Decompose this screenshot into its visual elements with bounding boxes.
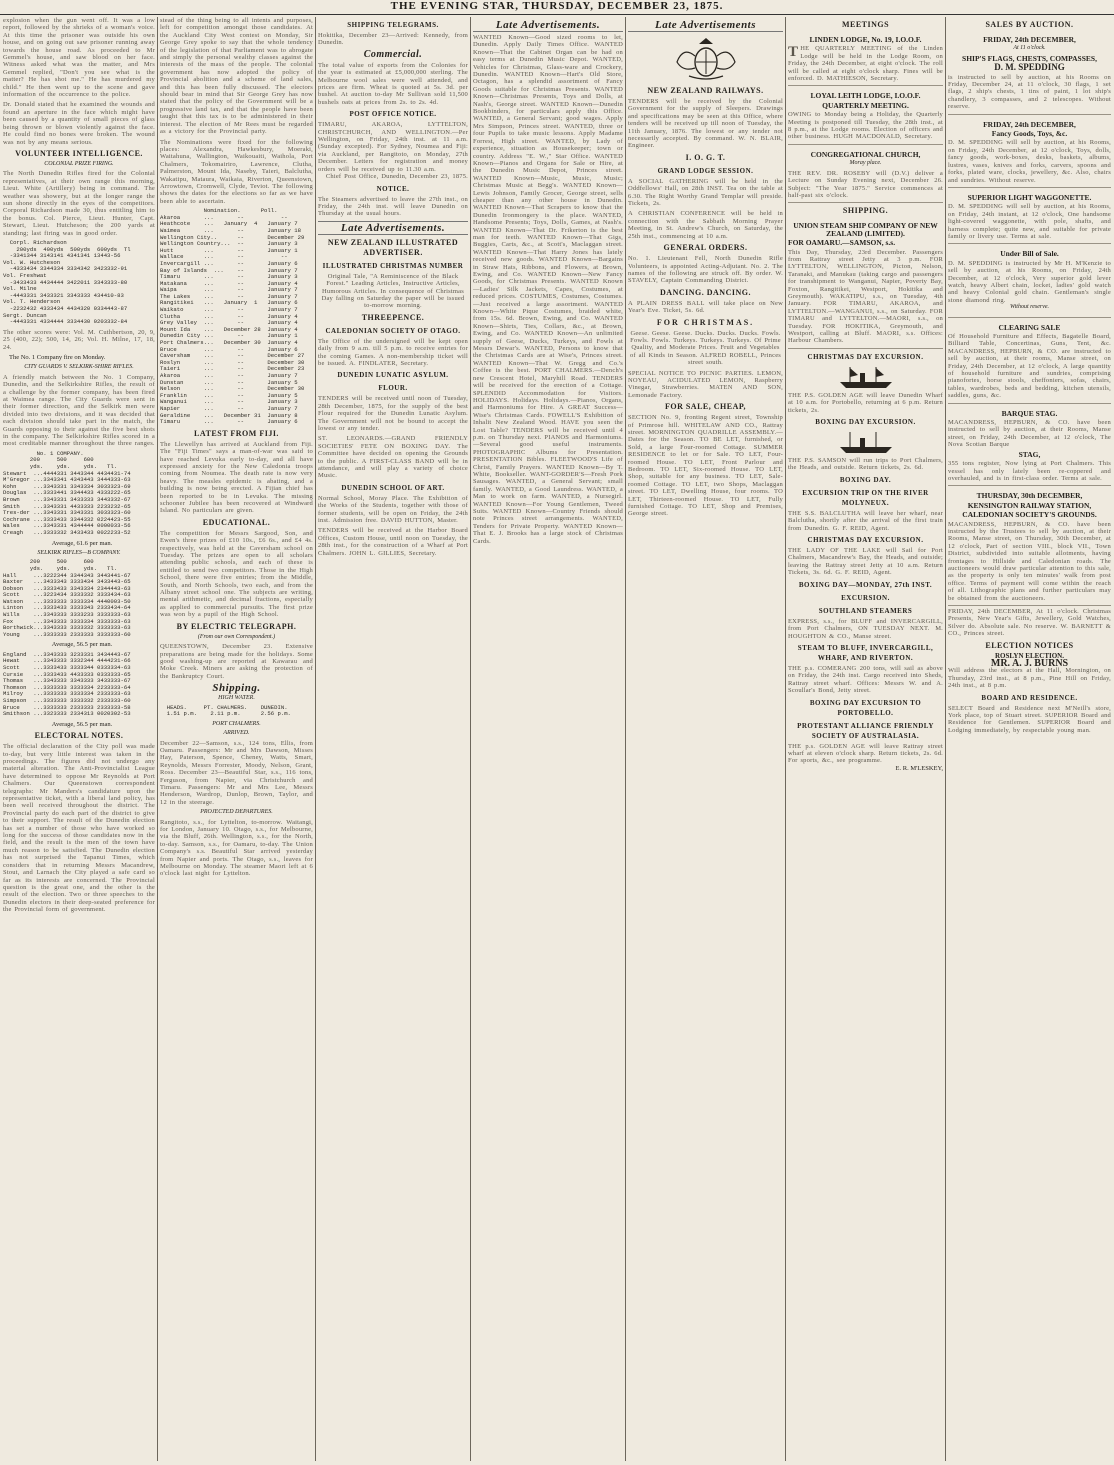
molyneux-heading: EXCURSION TRIP ON THE RIVER MOLYNEUX.: [802, 488, 929, 507]
telegraph-heading: BY ELECTRIC TELEGRAPH.: [176, 621, 297, 631]
christmas-number-heading: ILLUSTRATED CHRISTMAS NUMBER: [322, 261, 464, 270]
columns: [3, 17, 1111, 1461]
average-2: Average, 56.5 per man.: [51, 641, 113, 649]
telegraph-text: QUEENSTOWN, December 23. Extensive preparations are being made for the holidays. Some good washing-up are reported at Kawarau and Moke Creek. Miners are asking the protection of the Bankruptcy Court.: [160, 643, 313, 680]
electoral-heading: ELECTORAL NOTES.: [34, 731, 124, 741]
masthead: THE EVENING STAR, THURSDAY, DECEMBER 23, 1875.: [0, 0, 1114, 15]
general-orders-text: No. 1. Lieutenant Fell, North Dunedin Rifle Volunteers, is appointed Acting-Adjutant. No. 2. The names of the following are struck off. By order. W. STAVELY, Captain Commanding District.: [628, 255, 783, 285]
linden-lodge-text: THE QUARTERLY MEETING of the Linden Lodge will be held in the Lodge Room, on Friday, the 24th December, at eight o'clock. The roll will be called at eight o'clock sharp. Fines will be enforced. D. MATHIESON, Secretary.: [788, 44, 943, 83]
auction-6-text: MACANDRESS, HEPBURN, & CO. have been instructed to sell by auction, at their Rooms, Manse street, on Friday, 24th December, at 12 o'clock, The Nova Scotian Barque: [948, 419, 1111, 449]
post-office-text: TIMARU, AKAROA, LYTTELTON, CHRISTCHURCH, AND WELLINGTON.—Per Wellington, on Friday, 24th inst. at 11 a.m. (Sunday excepted). For Sydney, Noumea and Fiji: via Auckland, per Rangitoto, on Monday, 27th December. Letters for registration and money orders will be received up to 11.30 a.m.: [318, 121, 468, 173]
auction-1-text: is instructed to sell by auction, at his Rooms on Friday, December 24, at 11 o'clock, 30 flags, 1 set flags, 2 ship's chests, 1 tins of paint, 1 lot ship's chandlery, 3 compasses, and 2 telescopes. Without reserve.: [948, 73, 1111, 111]
auction-4-text: D. M. SPEDDING is instructed by Mr H. M'Kenzie to sell by auction, at his Rooms, on Friday, 24th December, at 12 o'clock, Very superior gold lever watch, heavy Albert chain, locket, ladies' gold watch and heavy Colonial gold chain. Gentleman's single stone diamond ring.: [948, 259, 1111, 304]
flour-heading: FLOUR.: [378, 384, 408, 393]
steam-bluff-text: THE p.s. COMERANG 200 tons, will sail as above on Friday, the 24th inst. Cargo received into Sheds, Rattray street wharf. Offices: Messrs W. and A. Scoullar's Bond, Jetty street.: [788, 664, 943, 695]
nominations-table: Nomination. Poll. Akaroa ... -- -- Heathcote ... January 4 January 7 Waimea ... -- January 18 Wellington City.. -- December 29 Wellington Country... -- January 3 Hutt ... -- January 1 Wallace ... -- -- Invercargill ... -- January 6 Bay of Islands ... -- January 7 Timaru ... -- January 3 Matakana ... -- January 4 Waipa ... -- January 7 The Lakes ... -- January 7 Rangitikei ... January 1 January 6 Waikato ... -- January 7 Clutha ... -- January 4 Grey Valley ... -- January 4 Mount Ida ... December 28 January 4 Dunedin City ... -- January 1 Port Chalmers... December 30 January 4 Bruce ... -- January 6 Caversham ... -- December 27 Roslyn ... -- December 30 Taieri ... -- December 23 Akaroa ... -- January 7 Dunstan ... -- January 5 Nelson ... -- December 30 Franklin ... -- January 5 Wanganui ... -- January 3 Napier ... -- January 7 Geraldine ... December 31 January 8 Timaru ... -- January 6: [160, 207, 305, 426]
auction-1-date: FRIDAY, 24th DECEMBER,: [983, 35, 1076, 44]
barque-title: BARQUE STAG.: [1001, 408, 1058, 418]
auction-5: [948, 320, 1111, 404]
excursion-heading: EXCURSION.: [841, 593, 890, 602]
roslyn-title: ROSLYN ELECTION.: [995, 651, 1064, 660]
christmas-number-text: Original Tale, "A Reminiscence of the Black Forest." Leading Articles, Instructive Articles, Humorous Articles. In consequence of Christmas Day falling on Saturday the paper will be issued to-morrow morning.: [321, 272, 465, 310]
boxing-monday-heading: BOXING DAY—MONDAY, 27th INST.: [798, 580, 933, 589]
loyal-leith-text: OWING to Monday being a Holiday, the Quarterly Meeting is postponed till Tuesday, the 28th inst., at 8 p.m., at the Lodge rooms. Election of officers and other business. HUGH MACDONALD, Secretary.: [788, 111, 943, 141]
shipping-heading-col6: SHIPPING.: [842, 206, 889, 216]
auction-3-text: D. M. SPEDDING will sell by auction, at his Rooms, on Friday, 24th instant, at 12 o'clock, One handsome light-covered waggonette, with pole, shafts, and harness complete; quite new, and suitable for private family or livery use. Terms at sale.: [948, 203, 1111, 240]
caledonian-grounds-title: CALEDONIAN SOCIETY'S GROUNDS.: [962, 510, 1097, 520]
caledonian-heading: CALEDONIAN SOCIETY OF OTAGO.: [325, 326, 461, 335]
auction-7-text: MACANDRESS, HEPBURN, & CO. have been instructed by the Trustees to sell by auction, at their Rooms, Manse street, on Thursday, 30th December, at 12 o'clock, Part of section VIII., block VII., Town District, subdivided into suitable allotments, having frontages to Hillside and Caledonian roads. The auctioneers would draw particular attention to this sale, as the property is only ten minutes' walk from post office. Terms of payment will come within the reach of all. Lithographic plans and further particulars may be obtained from the auctioneers.: [948, 520, 1111, 602]
auction-3: [948, 190, 1111, 244]
burns-text: Will address the electors at the Hall, Mornington, on Thursday, 23rd inst., at 8 p.m., Pine Hill on Friday, 24th inst., at 8 p.m.: [948, 667, 1111, 690]
column-6: [788, 17, 943, 1461]
column-1-body-text: explosion when the gun went off. It was a low report, followed by the shrieks of a woman's voice. At this time the prisoner was outside his own house, and on going out saw prisoner running away towards the house road. As proceeded to Mr Gemmel's house, and saw blood on her face. Witness asked what was the matter, and Mrs Gemmel replied, "Don't you see what is the matter? He has shot me." He has murdered my child." He then went up to the scene and gave information of the occurrence to the police.: [3, 17, 155, 99]
column-1: [3, 17, 155, 1461]
notice-heading: NOTICE.: [376, 184, 410, 193]
column-2-top-text: stead of the thing being to all intents and purposes, left for competition amongst those candidates. At the Auckland City West contest on Monday, Sir George Grey spoke to say that the whole tendency of the legislation of that Parliament was to abrogate and simply the personal wealthy classes against the interests of the mass of the people. The colonial government has now adopted the policy of Provincial abolition and a scheme of land sales, and this has been fully discussed. The electors should bear in mind that Sir George Grey has now stated that the policy of the Government will be a progressive land tax, and that the people have been taught that this tax is to be administered in their interest. The election of Mr Rees must be regarded as a victory for the Provincial party.: [160, 17, 313, 136]
auction-7: [948, 488, 1111, 606]
company-note: The No. 1 Company fire on Monday.: [9, 353, 106, 361]
kensington-title: KENSINGTON RAILWAY STATION,: [967, 500, 1092, 510]
protestant-heading: PROTESTANT ALLIANCE FRIENDLY SOCIETY OF AUSTRALASIA.: [797, 721, 934, 740]
union-steam-text: This Day, Thursday, 23rd December. Passengers from Rattray street Jetty at 3 p.m. FOR LYTTELTON, WELLINGTON, Picton, Nelson, Taranaki, and Manukau (taking cargo and passengers for transhipment to Wanganui, Napier, Poverty Bay, Foxton, Rangitikei, Westport, Hokitika and Greymouth). WAKATIPU, s.s., on Tuesday, 4th January. FOR TIMARU, AKAROA, and LYTTELTON.—WANGANUI, s.s., on Saturday. FOR TIMARU and LYTTELTON.—MAORI, s.s., on Tuesday. FOR HOKITIKA, Greymouth, and Westport, calling at Bluff. MAORI, s.s. Offices: Harbour Chambers.: [788, 248, 943, 345]
loyal-leith-ad: [788, 88, 943, 144]
post-office-sig: Chief Post Office, Dunedin, December 23, 1875.: [325, 173, 468, 181]
steamer-icon: [836, 365, 896, 389]
prize-firing-subheading: COLONIAL PRIZE FIRING.: [44, 160, 114, 167]
burns-title: MR. A. J. BURNS: [990, 658, 1069, 670]
fiji-text: The Llewellyn has arrived at Auckland from Fiji. The "Fiji Times" says a man-of-war was said to have reached Levuka early to-day, and all have expressed anxiety for the New Caledonia troops coming from Noumea. The death rate is now very heavy. The measles epidemic is abating, and a building is now being erected. A Fijian chief has been reported to be in Levuka. The missing schooner Jubilee has been recovered at Windward Island. No particulars are given.: [160, 440, 313, 515]
dancing-heading: DANCING. DANCING.: [660, 287, 751, 297]
column-4: [473, 17, 623, 1461]
sales-heading: SALES BY AUCTION.: [985, 20, 1074, 29]
high-water-subheading: HIGH WATER.: [218, 695, 255, 702]
southland-heading: SOUTHLAND STEAMERS: [818, 606, 913, 615]
city-guards-subheading: CITY GUARDS V. SELKIRK-SHIRE RIFLES.: [24, 364, 134, 371]
boxing-day-heading: BOXING DAY.: [839, 475, 892, 484]
molyneux-text: THE S.S. BALCLUTHA will leave her wharf, near Balclutha, shortly after the arrival of the first train from Dunedin. G. F. REID, Agent.: [788, 509, 943, 532]
moray-place-sub: Moray place.: [849, 160, 882, 167]
general-orders-heading: GENERAL ORDERS.: [663, 243, 748, 253]
nz-railways-text: TENDERS will be received by the Colonial Government for the supply of Sleepers. Drawings and specifications may be seen at this Office, where tenders will be received up till noon of Tuesday, the 11th January, 1876. The lowest or any tender not necessarily accepted. By command. W. N. BLAIR, Engineer.: [628, 98, 783, 150]
auction-2-text: D. M. SPEDDING will sell by auction, at his Rooms, on Friday, 24th December, at 12 o'clock, Toys, dolls, fancy goods, work-boxes, desks, baskets, albums, lustres, vases, knives and forks, carvers, spoons and forks, plated ware, clocks, jewellery, &c. Also, chairs and sundries. Without reserve.: [948, 139, 1111, 184]
post-office-heading: POST OFFICE NOTICE.: [349, 110, 437, 119]
late-ads-heading-col4: Late Advertisements.: [473, 20, 623, 32]
shipping-telegrams-heading: SHIPPING TELEGRAMS.: [347, 21, 439, 29]
notice-tenders-text: TENDERS will be received at the Harbor Board Offices, Custom House, until noon on Tuesday, the 28th inst., for the construction of a Wharf at Port Chalmers. JOHN L. GILLIES, Secretary.: [318, 527, 468, 557]
portobello-heading: BOXING DAY EXCURSION TO PORTOBELLO.: [809, 698, 922, 717]
coat-of-arms-icon: [671, 36, 741, 82]
ships-flags-title: SHIP'S FLAGS, CHESTS, COMPASSES,: [962, 53, 1097, 63]
steamer-icon-2: [836, 430, 896, 454]
for-christmas-text: Geese. Geese. Geese. Ducks. Ducks. Ducks. Fowls. Fowls. Fowls. Turkeys. Turkeys. Turkeys. Of Prime Quality, and Moderate Prices. Fruit and Vegetables of all Kinds in Season. ALFRED ROBELL, Princes street south.: [629, 329, 782, 367]
union-steam-ad: [788, 218, 943, 349]
christmas-fair-text: FRIDAY, 24th DECEMBER, At 11 o'clock. Christmas Presents, New Year's Gifts, Jewellery, Gold Watches, Silver do. Absolute sale. No reserve. W. BARNETT & CO., Princes street.: [948, 608, 1111, 638]
iogt-heading: I. O. G. T.: [685, 152, 726, 162]
auction-5-text: Of Household Furniture and Effects, Bagatelle Board, Billiard Table, Concertinas, Guns, Tent, &c. MACANDRESS, HEPBURN, & CO. are instructed to sell by auction, at their rooms, Manse street, on Friday, 24th December, at 12 o'clock, A large quantity of household furniture and sundries, comprising pianofortes, horse stools, cheffoniers, sofas, chairs, tables, wardrobes, beds and bedding, kitchen utensils, saddles, guns, &c.: [948, 333, 1111, 400]
auction-1: [948, 32, 1111, 115]
linden-lodge-ad: [788, 32, 943, 86]
fancy-goods-title: Fancy Goods, Toys, &c.: [991, 129, 1068, 139]
shipping-heading: Shipping.: [212, 682, 261, 695]
caledonian-text: The Office of the undersigned will be kept open daily from 9 a.m. till 5 p.m. to receive entries for the coming Games. A non-membership ticket will be issued. A. FINDLATER, Secretary.: [318, 337, 468, 367]
high-water-table: HEADS. PT. CHALMERS. DUNEDIN. 1.51 p.m. 2.11 p.m. 2.56 p.m.: [166, 703, 291, 718]
shipping-telegrams-text: Hokitika, December 23—Arrived: Kennedy, from Dunedin.: [318, 32, 468, 47]
auction-6-text-2: 355 tons register, Now lying at Port Chalmers. This vessel has only lately been re-coppered and overhauled, and is in first-class order. Terms at sale.: [948, 460, 1111, 482]
linden-lodge-title: LINDEN LODGE, No. 19, I.O.O.F.: [809, 35, 922, 44]
christmas-excursion-text: THE P.S. GOLDEN AGE will leave Dunedin Wharf at 10 a.m. for Portobello, returning at 6 p.m. Return tickets, 2s.: [788, 391, 943, 414]
st-leonards-text: ST. LEONARDS.—GRAND FRIENDLY SOCIETIES' FETE ON BOXING DAY. The Committee have decided on opening the Grounds to the public. A FIRST-CLASS BAND will be in attendance, and will play a variety of choice Music.: [318, 435, 468, 480]
loyal-leith-title: LOYAL LEITH LODGE, I.O.O.F.: [810, 91, 921, 101]
column-3: [318, 17, 468, 1461]
scores-table-1: Corpl. Richardson 200yds 400yds 500yds 600yds Tl -3341344 3143141 4341341 13443-56 Vol. W. Hutcheson -4333434 3344334 3334342 3423332-91 Vol. Freshwat -3433433 4434444 3422011 3343333-80 Vol. Milne -4443331 3433321 3343333 434410-83 Vol. T. Henderson -2232432 4333434 4434320 0334443-87 Sergt. Duncan -4443331 4334444 3334430 0203332-84: [3, 238, 131, 326]
election-notices-heading: ELECTION NOTICES: [985, 640, 1074, 650]
for-sale-heading: FOR SALE, CHEAP,: [664, 402, 747, 412]
electoral-text: The official declaration of the City poll was made to-day, but very little interest was taken in the proceedings. The figures did not undergo any material alteration. The Anti-Provincialist League have determined to oppose Mr Reynolds at Port Chalmers. Our Queenstown correspondent telegraphs: Mr Manders's candidature upon the representative ticket, with a liberal land policy, has been well received throughout the district. The Provincial party do each part of the district to give to their support. The result of the Dunedin election has set a number of those who have worked so long for the success of those candidates now in the field, and the result is the men of the town have much reason to be satisfied. The Dunedin election has not surprised the Tapanui Times, which considers that in returning Messrs Macandrew, Stout, and Larnach the City played a safe card so far as its interests are concerned. The Provincial question is the great one, and the other is the result of the election. Two or three speeches to the Dunedin electors in their deep-seated preference for the Provincial form of government.: [3, 743, 155, 914]
for-sale-text: SECTION No. 9, fronting Regent street, Township of Primrose hill. WHITELAW AND CO., Rattray street. MORNINGTON QUADRILLE ASSEMBLY.—Dates for the Season. TO BE LET, furnished, or Sold, a large Four-roomed Cottage. SUMMER RESIDENCE to let or for Sale. TO LET, Four-roomed House. TO LET, Front Parlour and Bedroom. TO LET, Six-roomed House. TO LET, Shop, suitable for any business. TO LET, Sale-roomed Cottage. TO LET, two Shops, Maclaggan street. TO LET, Dwelling House, four rooms. TO LET, Thirteen-roomed House. TO LET, Fully furnished Cottage. TO LET, Shop and Premises, George street.: [628, 414, 783, 518]
average-1: Average, 61.6 per man.: [51, 539, 113, 547]
scores-table-2: No. 1 COMPANY. 200 500 600 yds. yds. yds. Tl. Stewart ...4444331 3443344 4434431-74 M'Gregor ...3343341 4343443 3444333-63 Kohn ...3343331 3343334 3033323-69 Douglas ...3333441 3344433 4333222-65 Brown ...3343331 3433333 3443332-67 Smith ...3343331 4433333 2233232-65 Tres-der ...3343331 3343331 3033323-60 Cochrane ...3333433 3344332 0224423-55 Wales ...3343331 4344444 0000033-56 Creagh ...3333332 3433433 0022233-52: [3, 449, 131, 536]
column-2-text-2: The Nominations were fixed for the following places: Alexandra, Hawkesbury, Moeraki, Waitahuna, Wallington, Waikouaiti, Waihola, Port Chalmers, Tokomairiro, Lawrence, Clutha, Palmerston, Mount Ida, Naseby, Taieri, Balclutha, Wakatipu, Mataura, Waikaia, Riverton, Queenstown, Arrowtown, Cromwell, Clyde, Teviot. The following shows the dates for the elections so far as we have been able to ascertain.: [160, 138, 313, 205]
christmas-excursion-heading: CHRISTMAS DAY EXCURSION.: [807, 352, 924, 361]
congregational-title: CONGREGATIONAL CHURCH,: [810, 149, 921, 159]
under-bill-title: Under Bill of Sale.: [1000, 249, 1059, 259]
stag-title: STAG,: [1018, 449, 1041, 459]
grand-lodge-heading: GRAND LODGE SESSION.: [657, 166, 754, 175]
board-text: SELECT Board and Residence next M'Neill's store, York place, top of Stuart street. SUPERIOR Board and Residence for Gentlemen. SUPERIOR Board and Lodging immediately, by respectable young man.: [948, 704, 1111, 734]
boxing-excursion-heading: BOXING DAY EXCURSION.: [815, 418, 916, 427]
scores-table-3: 200 500 600 yds. yds. yds. Tl. Hall ...3222344 3344343 3443441-67 Baxter ...3433343 3333434 3433443-65 Dobson ...3333433 3343334 2344443-63 Scott ...3223434 3333332 3333434-63 Watson ...3333333 3333334 4440003-50 Linton ...3333433 3333343 2333434-64 Wills ...3343333 3333233 3333333-63 Fox ...3343333 3333334 3333333-63 Borthwick...3343333 3333332 3333333-63 Young ...3333333 2333333 3333333-60: [3, 558, 131, 638]
christian-conference-text: A CHRISTIAN CONFERENCE will be held in connection with the Sabbath Morning Prayer Meeting, in St. Andrew's Church, on Saturday, the 25th inst., commencing at 10 a.m.: [628, 210, 783, 240]
late-ads-heading-col3: Late Advertisements.: [318, 221, 468, 235]
steam-bluff-heading: STEAM TO BLUFF, INVERCARGILL, WHARF, AND RIVERTON.: [797, 643, 934, 662]
picnic-text: SPECIAL NOTICE TO PICNIC PARTIES. LEMON, NOYEAU, ACIDULATED LEMON, Raspberry Vinegar, Strawberries. MATEN AND SON, Lemonade Factory.: [628, 369, 783, 399]
volunteer-text: The North Dunedin Rifles fired for the Colonial representatives, at their own range this morning, Lieut. White (Artillery) being in command. The weather was showery, but at the longer range the sun shone directly in the eyes of the competitors. Corporal Richardson made 30, thus entitling him to the bonus. Col. Pierce, Lieut. Hunter, Capt. Stewart, Lieut. Hutcheson; the 200 yards at standing; last firing was in good order.: [3, 170, 155, 237]
scores-note: The other scores were: Vol. M. Cuthbertson, 20, 9, 25 (400, 22); 500, 14, 26; Vol. H. Milne, 17, 18, 24.: [3, 328, 155, 351]
educational-heading: EDUCATIONAL.: [202, 517, 271, 527]
port-chalmers-subheading: PORT CHALMERS.: [212, 720, 261, 727]
for-oamaru-title: FOR OAMARU.—SAMSON, s.s.: [788, 238, 896, 248]
column-7: [948, 17, 1111, 1461]
nz-illustrated-heading: NEW ZEALAND ILLUSTRATED ADVERTISER.: [327, 237, 459, 257]
volunteer-heading: VOLUNTEER INTELLIGENCE.: [15, 148, 143, 158]
wagonette-title: SUPERIOR LIGHT WAGGONETTE.: [967, 192, 1092, 202]
projected-text: Rangitoto, s.s., for Lyttelton, to-morrow. Waitangi, for London, January 10. Otago, s.s., for Melbourne, via the Bluff, 26th. Wellington, s.s., for the North, to-day. Samson, s.s., for Oamaru, to-day. The Union Company's s.s. Beautiful Star arrived yesterday from Napier and ports. The Otago, s.s., leaves for Melbourne on Monday. The steamer Maori left at 6 o'clock last night for Lyttelton.: [160, 818, 313, 878]
nz-railways-heading: NEW ZEALAND RAILWAYS.: [647, 86, 764, 95]
scores-table-4: England ...3343333 3233331 3434443-67 Hewat ...3343333 3332344 4444231-66 Scott ...3333433 3333344 0333334-63 Cursie ...3333433 4433333 0333333-65 Thomas ...3343333 3343333 3433333-67 Thomson ...3333333 3333334 2233333-64 Milroy ...3333333 3333334 2333333-63 Simpson ...3333333 3333332 2333333-60 Bruce ...3333333 2333333 2333333-58 Smithson ...3323333 2334313 0020302-53: [3, 650, 131, 718]
column-1-body-text-2: Dr. Donald stated that he examined the wounds and found an aperture in the face which might have been caused by a quantity of small pieces of glass being thrown or blown violently against the face. He could find no bones were broken. The wound was not by any means serious.: [3, 101, 155, 146]
average-3: Average, 56.5 per man.: [51, 720, 113, 728]
late-ads-heading-col5: Late Advertisements: [628, 20, 783, 32]
protestant-text: THE p.s. GOLDEN AGE will leave Rattray street wharf at eleven o'clock sharp. Return tickets, 2s. 6d. For sports, &c., see programme.: [788, 742, 943, 765]
thursday-30-title: THURSDAY, 30th DECEMBER,: [976, 491, 1083, 501]
southland-text: EXPRESS, s.s., for BLUFF and INVERCARGILL, from Port Chalmers, ON TUESDAY NEXT. M. HOUGHTON & CO., Manse street.: [788, 617, 943, 640]
congregational-text: THE REV. DR. ROSEBY will (D.V.) deliver a Lecture on Sunday Evening next, December 26. Subject: "The Year 1875." Service commences at half-past six o'clock.: [788, 169, 943, 199]
school-art-text: Normal School, Moray Place. The Exhibition of the Works of the Students, together with those of former students, will be open on Friday, the 24th inst. Admission free. DAVID HUTTON, Master.: [318, 494, 468, 525]
auction-4: [948, 246, 1111, 317]
boxing-excursion-text: THE P.S. SAMSON will run trips to Port Chalmers, the Heads, and outside. Return tickets, 2s. 6d.: [788, 457, 943, 472]
for-christmas-heading: FOR CHRISTMAS.: [656, 317, 755, 327]
board-heading: BOARD AND RESIDENCE.: [981, 693, 1078, 702]
christmas-excursion-2-heading: CHRISTMAS DAY EXCURSION.: [807, 536, 924, 545]
quarterly-title: QUARTERLY MEETING.: [822, 100, 909, 110]
educational-text: The competition for Messrs Sargood, Son, and Ewen's three prizes of £10 10s., £6 6s., and £4 4s. respectively, was held at the Caversham school on Tuesday. The prizes are open to all scholars attending public schools, and each of these is entitled to send two competitors. Those in the High School, there were five entries; from the Middle, South, and North Schools, two each, and from the Albany street school one. The subjects are writing, mental arithmetic, and decimal fractions, especially as applied to commercial pursuits. The first prize was won by a pupil of the High School.: [160, 529, 313, 619]
column-4-text: WANTED Known—Good sized rooms to let, Dunedin. Apply Daily Times Office. WANTED Known—That the Cabinet Organ can be had on easy terms at Dunedin Music Depot. WANTED, Vehicles for Christmas, Glass-ware and Crockery, Dunedin. WANTED Known—Hart's Old Store, Octagon, has a splendid assortment of Fancy Goods suitable for Christmas Presents. WANTED Known—Christmas Presents, Toys and Dolls, at Nash's, George street. WANTED Known—Dunedin Bookbinders, for particulars apply this Office. WANTED, a General Servant; good wages. Apply Mrs Simpson, Princes street. WANTED, three or four Pupils to take music lessons. Apply Madame Forrest, High street. WANTED, by Lady of experience, situation as Housekeeper; town or country. Address "E. W.," Star Office. WANTED Known—Pianos and Organs for Sale or Hire, at the Dunedin Music Depot, Princes street. WANTED Known—Music, Music, Music; Christmas Music at Begg's. WANTED Known—Lewis Johnson, Family Grocer, George street, sells cheaper than any other house in Dunedin. WANTED Known—That Scrapers to know that the Dunedin Ironmongery is the place. WANTED, Handsome Presents; Toys, Dolls, Games, at Nash's. WANTED Known—That Dr. Frikerton is the best man for teeth. WANTED Known—That Gigs, Buggies, Carts, &c., at Scott's, Maclaggan street. WANTED Known—That Harry Jones has lately received new goods. WANTED Known—Bargains in Straw Hats, Ribbons, and Flowers, at Brown, Ewing, and Co. WANTED Known—New Fancy Goods, for Christmas Presents. WANTED Known—Ladies' Silk Jackets, Capes, Costumes, at reduced prices. COSTUMES, Costumes, Costumes.—Just received a large assortment. WANTED Known—White Pique Costumes, braided white, from 15s. 6d. Brown, Ewing, and Co. WANTED Known—Shirts, Ties, Collars, &c., at Brown, Ewing, and Co. WANTED Known—An unlimited supply of Geese, Ducks, Turkeys, and Fowls at Messrs Dewar's. WANTED, Persons to know that the Christmas Cards are at Wise's, Princes street. WANTED Known—That W. Gregg and Co.'s Coffee is the best. PORT CHALMERS.—Dench's new Crescent Hotel, Maryhill Road. TENDERS will be received for the erection of a Cottage. SPLENDID Accommodation for Visitors. HOLIDAYS. Holidays. Holidays.—Pianos, Organs, and Harmoniums for Hire. A GREAT Success—Wise's Christmas Cards. FOWELL'S Exhibition of Inhalit New Zealand Wood. HAVE you seen the Lost Table? TENDERS will be received until 4 p.m. on Thursday next. PIANOS and Harmoniums.—Several good useful instruments. PHOTOGRAPHIC Albums for Presentation. PRESENTATION Bibles. FLEETWOOD'S Life of Christ, Family Prayers. WANTED Known—By T. White, Bookseller. WANT-GORDER'S—Fresh Pork Sausages. WANTED, a General Servant; small family. WANTED, a Good Laundress. WANTED, a Man to work on farm. WANTED, a Nursegirl. WANTED Known—For Young Gentlemen, Tweed Suits. WANTED Known—Country Friends should note Princes street arrangements. WANTED, Tenders for Private Property. WANTED Known—That E. J. Brooks has a large stock of Christmas Cards.: [473, 34, 623, 545]
arrived-subheading: ARRIVED.: [223, 730, 250, 737]
without-reserve: Without reserve.: [1009, 304, 1050, 311]
union-steam-title: UNION STEAM SHIP COMPANY OF NEW ZEALAND (LIMITED).: [793, 221, 938, 238]
mcleskey-sig: E. R. M'LESKEY,: [895, 764, 943, 772]
auction-2: [948, 117, 1111, 188]
school-art-heading: DUNEDIN SCHOOL OF ART.: [341, 483, 445, 492]
auction-2-date: FRIDAY, 24th DECEMBER,: [983, 119, 1076, 129]
auction-6: [948, 406, 1111, 487]
projected-subheading: PROJECTED DEPARTURES.: [200, 809, 273, 816]
auction-1-time: At 11 o'clock.: [1013, 45, 1046, 52]
selkirk-subheading: SELKIRK RIFLES—B COMPANY.: [37, 549, 121, 556]
flour-text: TENDERS will be received until noon of Tuesday, 28th December, 1875, for the supply of the best Flour required for the Dunedin Lunatic Asylum. The Government will not be bound to accept the lowest or any tender.: [318, 395, 468, 432]
christmas-excursion-2-text: THE LADY OF THE LAKE will Sail for Port Chalmers, Macandrew's Bay, the Heads, and outside; leaving the Rattray street Jetty at 10 a.m. Return Tickets, 3s. 6d. G. F. REID, Agent.: [788, 547, 943, 577]
notice-text: The Steamers advertised to leave the 27th inst., on Friday, the 24th inst. will leave Dunedin on Thursday at the usual hours.: [318, 195, 468, 218]
commercial-heading: Commercial.: [363, 48, 423, 60]
spedding-title: D. M. SPEDDING: [994, 62, 1065, 73]
clearing-sale-title: CLEARING SALE: [998, 322, 1061, 332]
fiji-heading: LATEST FROM FIJI.: [194, 428, 279, 438]
grand-lodge-text: A SOCIAL GATHERING will be held in the Oddfellows' Hall, on 28th INST. Tea on the table at 6.30. The Right Worthy Grand Templar will preside. Tickets, 2s.: [628, 177, 783, 208]
telegraph-subheading: (From our own Correspondent.): [197, 633, 276, 640]
arrived-text: December 22—Samson, s.s., 124 tons, Ellis, from Oamaru. Passengers: Mr and Mrs Dawson, Misses Hay, Paterson, Spence, Cheney, Watts, Smart, Reynolds, Messrs Forrester, Moody, Nelson, Grant, Ross. December 23—Beautiful Star, s.s., 116 tons, Ferguson, from Napier, via Christchurch and Timaru. Passengers: Mr and Mrs Lee, Messrs Henderson, Wardrop, Dunlop, Brown, Taylor, and 12 in the steerage.: [160, 739, 313, 806]
lunatic-heading: DUNEDIN LUNATIC ASYLUM.: [337, 371, 449, 380]
dancing-text: A PLAIN DRESS BALL will take place on New Year's Eve. Ticket, 5s. 6d.: [628, 299, 783, 315]
column-5: [628, 17, 783, 1461]
column-2: [160, 17, 313, 1461]
city-guards-text: A friendly match between the No. 1 Company, Dunedin, and the Selkirkshire Rifles, the result of a challenge by the former company, has been fired at Waimea range. The City Guards were sent in their former direction, and the Selkirk men were divided into two divisions, and it was decided that each division should take part in the match, the Guards opposing to their against the five best shots in the company. The Selkirkshire Rifles scored in a most creditable manner throughout the three ranges.: [3, 373, 155, 448]
congregational-ad: [788, 147, 943, 203]
threepence-heading: THREEPENCE.: [361, 312, 425, 322]
meetings-heading: MEETINGS: [841, 20, 890, 29]
commercial-text: The total value of exports from the Colonies for the year is estimated at £5,000,000 sterling. The Melbourne wool sales were well attended, and prices are firm. Wheat is quoted at 5s. 3d. per bushel. At auction to-day Mr Sullivan sold 11,500 bushels oats at prices from 2s. to 2s. 4d.: [318, 61, 468, 106]
